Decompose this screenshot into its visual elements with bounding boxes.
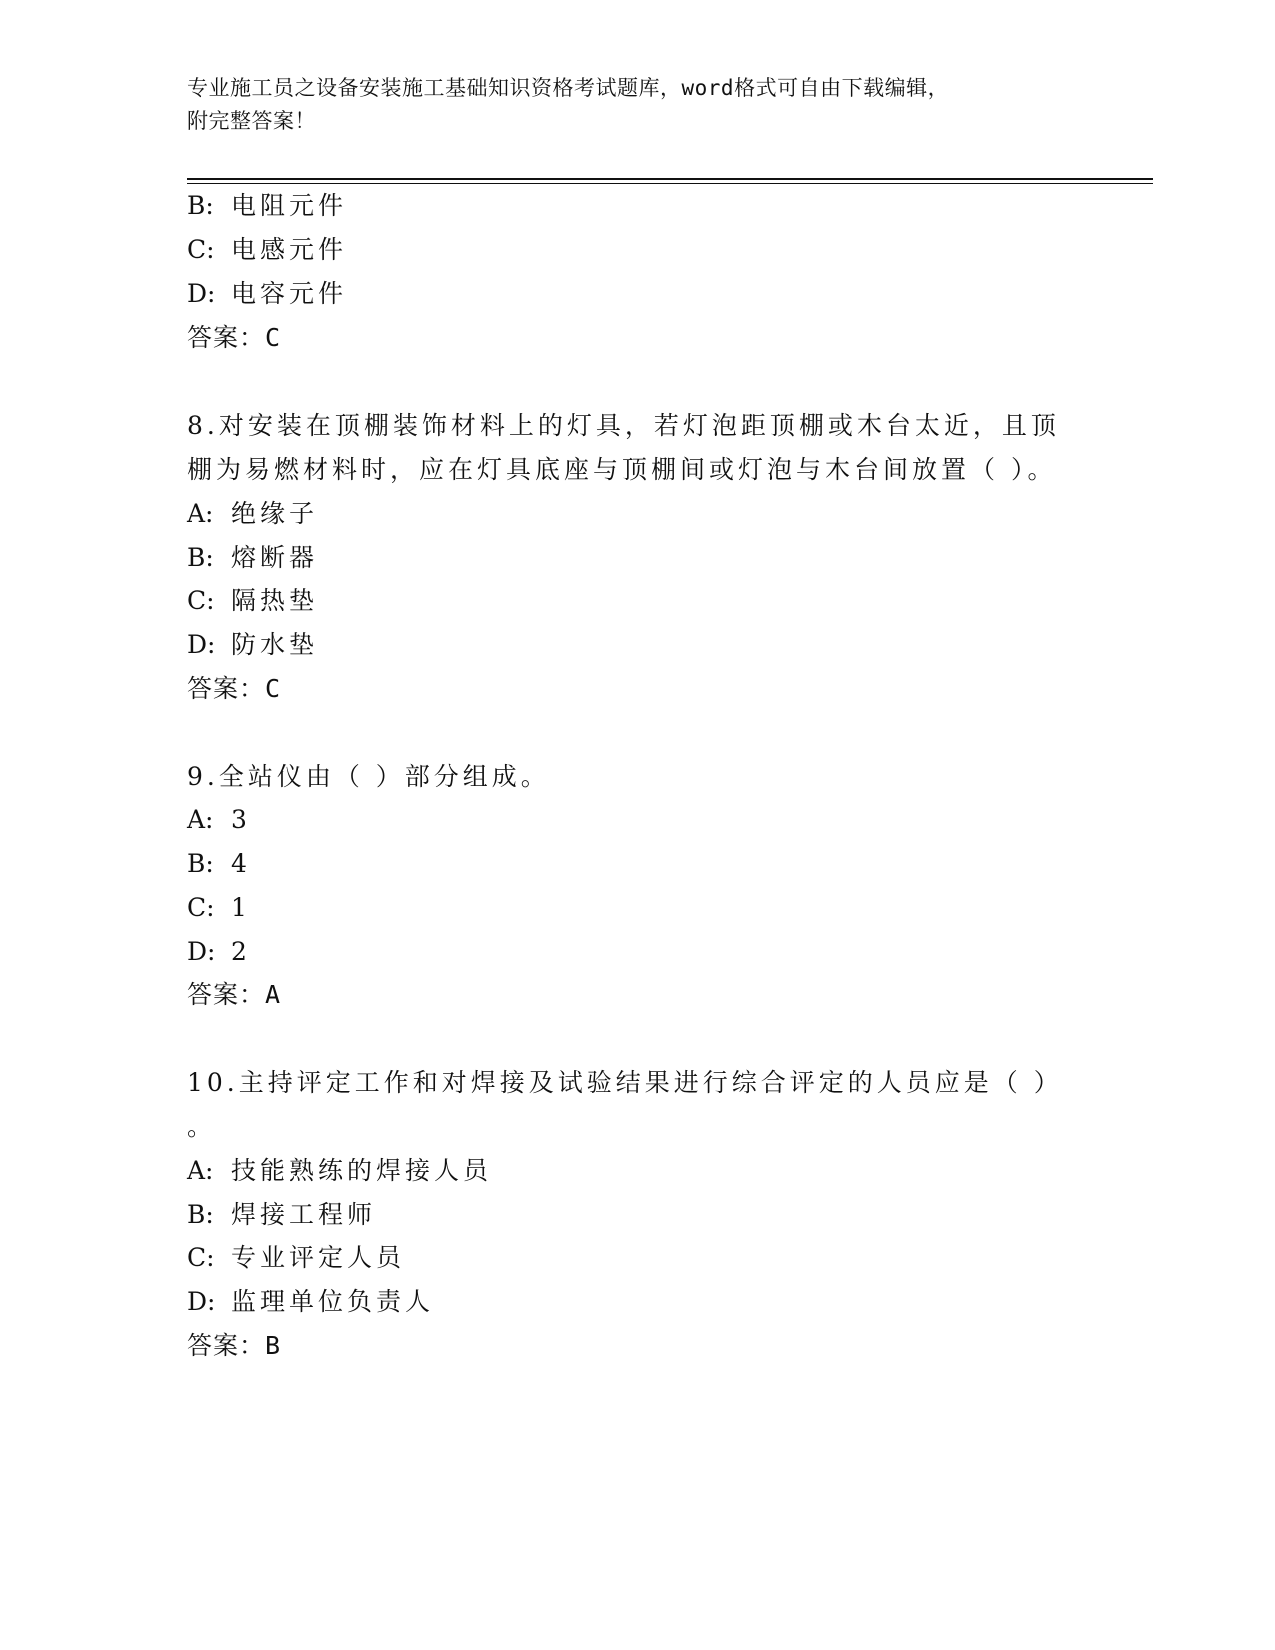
- option-row: [187, 891, 251, 925]
- header-divider-top: [187, 178, 1153, 180]
- option-text: 电容元件: [231, 279, 348, 308]
- option-text: 3: [231, 805, 251, 834]
- answer-value: A: [265, 980, 282, 1009]
- option-text: 电感元件: [231, 235, 348, 264]
- option-letter: C:: [187, 586, 215, 615]
- answer-row: [187, 672, 281, 706]
- answer-label: 答案：: [187, 323, 266, 352]
- question-stem-line: 9.全站仪由（ ）部分组成。: [187, 762, 550, 791]
- option-row: [187, 584, 318, 618]
- question-stem: [187, 1066, 1063, 1100]
- document-header: [187, 72, 1067, 138]
- answer-row: [187, 1329, 281, 1363]
- question-stem: [187, 760, 550, 794]
- option-row: [187, 233, 347, 267]
- option-text: 绝缘子: [231, 499, 319, 528]
- option-text: 4: [231, 849, 251, 878]
- option-letter: D:: [187, 630, 216, 659]
- option-letter: B:: [187, 849, 214, 878]
- question-stem-line: 棚为易燃材料时，应在灯具底座与顶棚间或灯泡与木台间放置（ ）。: [187, 455, 1057, 484]
- option-letter: D:: [187, 937, 216, 966]
- question-stem-line: 8.对安装在顶棚装饰材料上的灯具，若灯泡距顶棚或木台太近，且顶: [187, 411, 1060, 440]
- option-text: 2: [231, 937, 251, 966]
- option-letter: D:: [187, 1287, 216, 1316]
- question-stem: [187, 409, 1060, 443]
- option-text: 焊接工程师: [231, 1200, 377, 1229]
- option-letter: C:: [187, 893, 215, 922]
- option-row: [187, 628, 318, 662]
- option-row: [187, 935, 251, 969]
- option-text: 防水垫: [231, 630, 319, 659]
- option-row: [187, 189, 347, 223]
- question-stem: [187, 453, 1056, 487]
- option-letter: B:: [187, 543, 214, 572]
- option-text: 1: [231, 893, 251, 922]
- answer-label: 答案：: [187, 1331, 266, 1360]
- option-row: [187, 847, 251, 881]
- option-row: [187, 497, 318, 531]
- option-row: [187, 1154, 492, 1188]
- header-divider-bottom: [187, 183, 1153, 184]
- option-letter: B:: [187, 1200, 214, 1229]
- answer-row: [187, 321, 281, 355]
- option-row: [187, 1198, 376, 1232]
- option-letter: B:: [187, 191, 214, 220]
- answer-value: C: [265, 323, 282, 352]
- option-text: 电阻元件: [231, 191, 348, 220]
- option-letter: D:: [187, 279, 216, 308]
- option-letter: A:: [187, 1156, 214, 1185]
- option-letter: A:: [187, 805, 214, 834]
- option-text: 监理单位负责人: [231, 1287, 435, 1316]
- option-letter: C:: [187, 1243, 215, 1272]
- question-stem: [187, 1110, 216, 1144]
- option-row: [187, 1285, 434, 1319]
- answer-label: 答案：: [187, 674, 266, 703]
- option-text: 技能熟练的焊接人员: [231, 1156, 493, 1185]
- option-text: 隔热垫: [231, 586, 319, 615]
- question-stem-line: 10.主持评定工作和对焊接及试验结果进行综合评定的人员应是（ ）: [187, 1068, 1063, 1097]
- answer-label: 答案：: [187, 980, 266, 1009]
- option-letter: A:: [187, 499, 214, 528]
- question-stem-line: 。: [187, 1112, 217, 1141]
- answer-row: [187, 978, 281, 1012]
- option-row: [187, 803, 251, 837]
- option-letter: C:: [187, 235, 215, 264]
- option-text: 熔断器: [231, 543, 319, 572]
- option-text: 专业评定人员: [231, 1243, 406, 1272]
- option-row: [187, 1241, 405, 1275]
- answer-value: B: [265, 1331, 282, 1360]
- header-line-1: 专业施工员之设备安装施工基础知识资格考试题库，word格式可自由下载编辑，: [187, 76, 950, 100]
- answer-value: C: [265, 674, 282, 703]
- option-row: [187, 541, 318, 575]
- header-line-2: 附完整答案！: [187, 109, 316, 133]
- option-row: [187, 277, 347, 311]
